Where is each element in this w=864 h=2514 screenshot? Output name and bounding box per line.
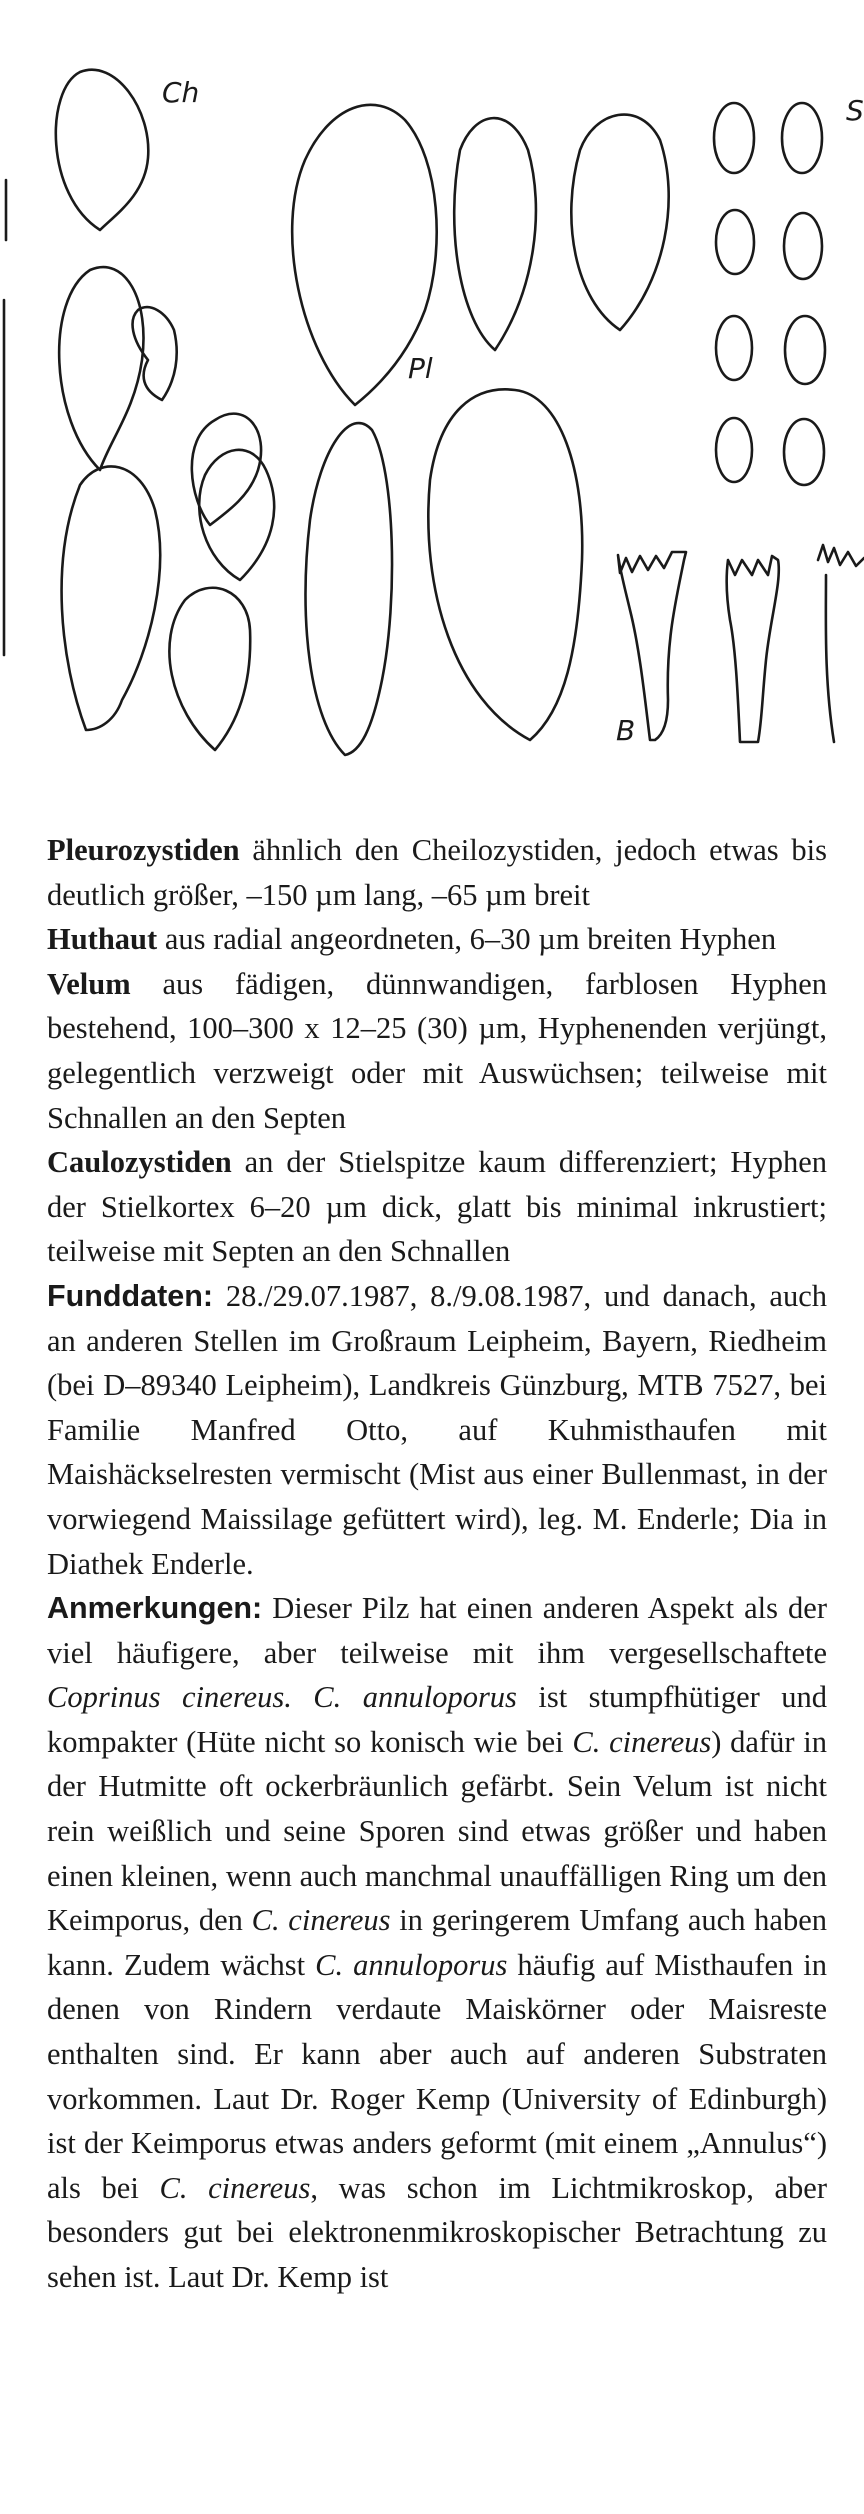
basidia-group [616,545,864,747]
cheilocystidia-group [56,70,274,750]
text-funddaten: 28./29.07.1987, 8./9.08.1987, und danach, auch an anderen Stellen im Großraum Leipheim, Bayern, Riedheim (bei D–89340 Leipheim), Landkreis Günzburg, MTB 7527, bei Familie Manfred Otto, auf Kuhmisthaufen mit Maishäckselresten vermischt (Mist aus einer Bullenmast, in der vorwiegend Maissilage gefüttert wird), leg. M. Enderle; Dia in Diathek Enderle. [47,1278,827,1581]
basidium [727,556,779,742]
figure-label-pl: Pl [408,352,433,385]
cheilocystidium [133,307,177,400]
paragraph-funddaten [47,1274,827,1586]
spore [782,103,822,173]
text-pleurozystiden: ähnlich den Cheilozystiden, jedoch etwas bis deutlich größer, –150 µm lang, –65 µm breit [47,833,827,912]
anmerkungen-part: C. annuloporus [315,1947,508,1982]
pleurocystidium [571,115,668,330]
anmerkungen-part: ist stumpfhütiger und kompakter (Hüte nicht so konisch wie bei [47,1680,827,1759]
paragraph-velum [47,962,827,1140]
cheilocystidium [192,414,261,525]
anmerkungen-part: Dieser Pilz hat einen anderen Aspekt als der viel häufigere, aber teilweise mit ihm vergesellschaftete [47,1591,827,1670]
spore [716,210,754,274]
paragraph-huthaut [47,917,827,962]
pleurocystidia-group [292,105,669,755]
spore [716,418,752,482]
text-velum: aus fädigen, dünnwandigen, farblosen Hyphen bestehend, 100–300 x 12–25 (30) µm, Hyphenenden verjüngt, gelegentlich verzweigt oder mit Auswüchsen; teilweise mit Schnallen an den Septen [47,966,827,1135]
anmerkungen-part: C. cinereus [251,1903,391,1938]
pleurocystidium [428,389,582,740]
anmerkungen-part: Coprinus cinereus. C. annuloporus [47,1680,517,1715]
spore [785,316,825,384]
anmerkungen-part: häufig auf Misthaufen in denen von Rindern verdaute Maiskörner oder Maisreste enthalten sind. Er kann aber auch auf anderen Substraten vorkommen. Laut Dr. Roger Kemp (University of Edinburgh) ist der Keimporus etwas anders geformt (mit einem „Annulus“) als bei [47,1947,827,2205]
term-pleurozystiden: Pleurozystiden [47,833,240,867]
anmerkungen-part: , was schon im Lichtmikroskop, aber besonders gut bei elektronenmikroskopischer Betrachtung zu sehen ist. Laut Dr. Kemp ist [47,2170,827,2294]
paragraph-caulozystiden [47,1140,827,1274]
pleurocystidium [305,423,392,755]
paragraph-anmerkungen [47,1586,827,2300]
micro-drawing-figure [0,0,864,780]
term-velum: Velum [47,966,131,1001]
spore [784,213,822,279]
cheilocystidium [56,70,148,230]
basidium [818,545,864,742]
description-text [47,828,827,2300]
figure-label-b: B [616,714,636,747]
cheilocystidium [169,588,250,750]
term-anmerkungen: Anmerkungen: [47,1591,263,1626]
pleurocystidium [454,118,536,350]
cheilocystidium [59,267,143,470]
term-funddaten: Funddaten: [47,1278,214,1313]
anmerkungen-part: C. cinereus [159,2170,311,2205]
spore [716,316,752,380]
term-caulozystiden: Caulozystiden [47,1145,232,1180]
anmerkungen-part: ) dafür in der Hutmitte oft ockerbräunlich gefärbt. Sein Velum ist nicht rein weißlich und seine Sporen sind etwas größer und haben einen kleinen, wenn auch manchmal unauffälligen Ring um den Keimporus, den [47,1724,827,1938]
paragraph-pleurozystiden [47,828,827,917]
spores-group [714,94,864,485]
anmerkungen-part: C. cinereus [572,1724,712,1759]
cheilocystidium [199,450,274,580]
term-huthaut: Huthaut [47,922,158,957]
spore [714,103,754,173]
spore [784,419,824,485]
anmerkungen-part: in geringerem Umfang auch haben kann. Zudem wächst [47,1903,827,1982]
basidium [618,552,686,740]
text-huthaut: aus radial angeordneten, 6–30 µm breiten Hyphen [157,922,777,957]
figure-label-ch: Ch [162,76,200,109]
text-caulozystiden: an der Stielspitze kaum differenziert; Hyphen der Stielkortex 6–20 µm dick, glatt bis minimal inkrustiert; teilweise mit Septen an den Schnallen [47,1145,827,1269]
cheilocystidium [62,466,161,730]
figure-label-s: S [846,94,864,127]
